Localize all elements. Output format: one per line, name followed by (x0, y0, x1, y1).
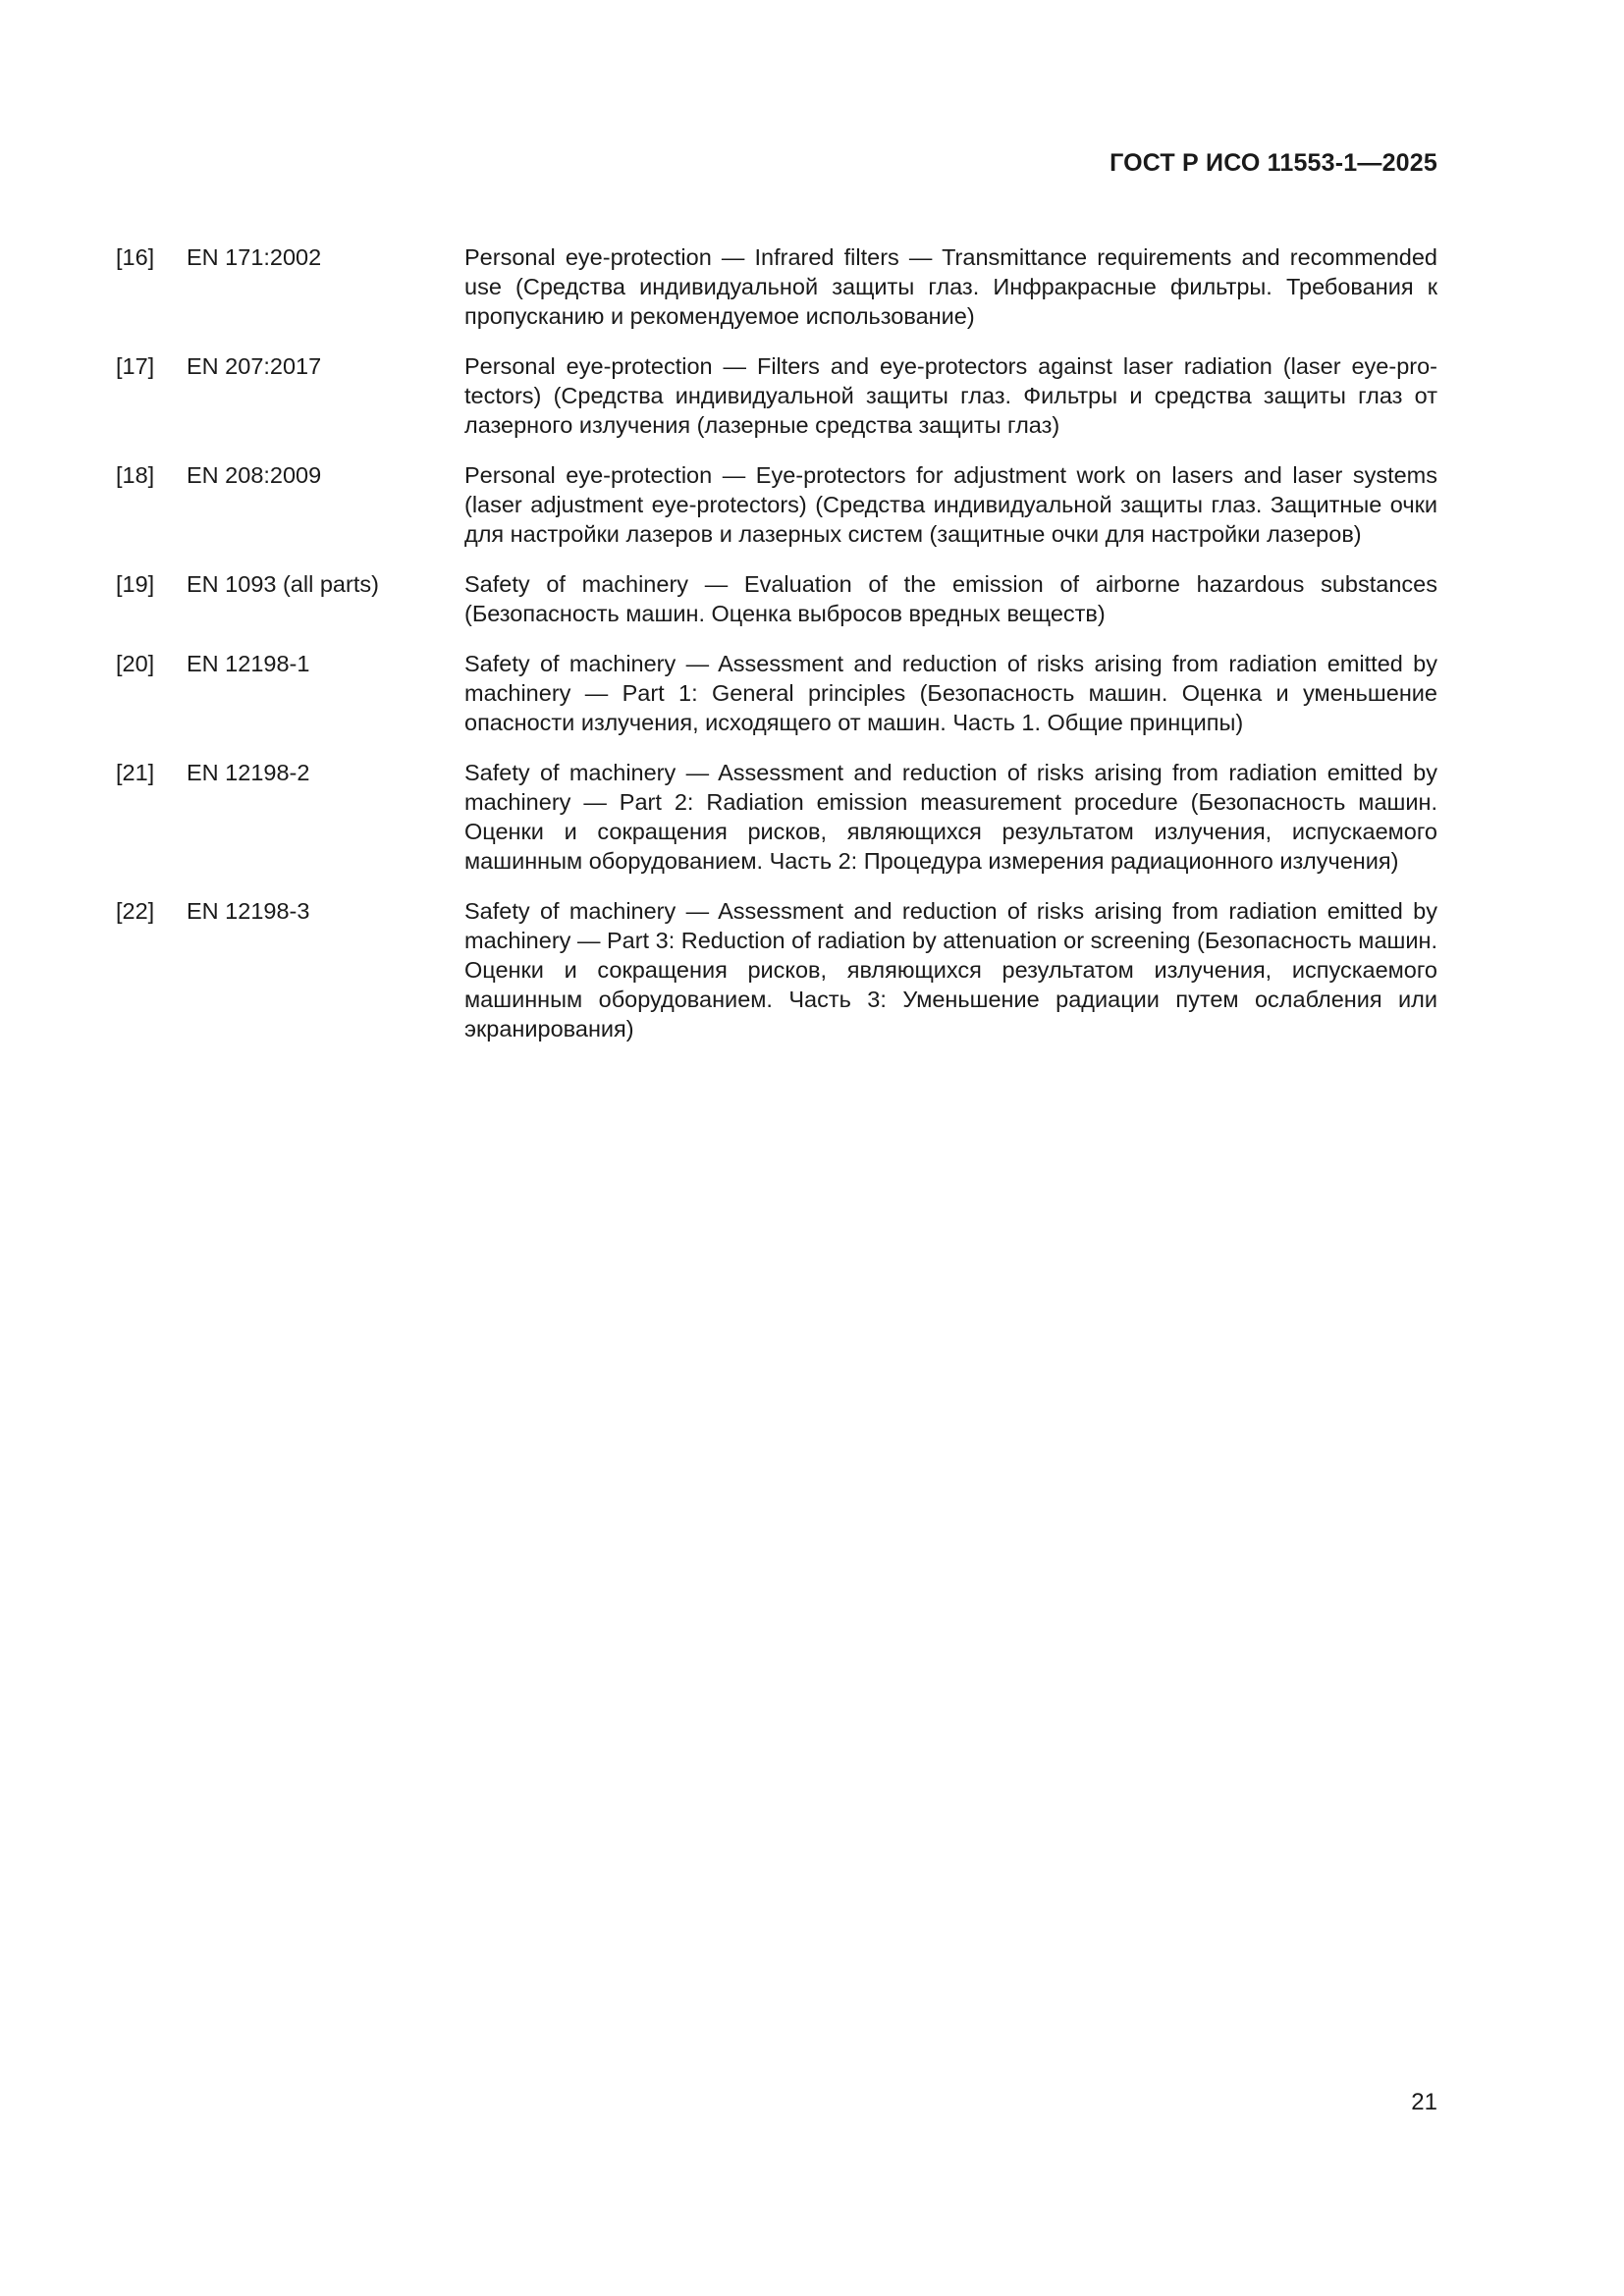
reference-title: Personal eye-protection — Filters and eye-protectors against laser radiation (laser eye-protectors) (Средства индивидуальной защиты глаз. Фильтры и средства защиты глаз от лазерного излучения (лазерные средства защиты глаз) (464, 353, 1437, 438)
bibliography-entry-16 (116, 242, 1437, 331)
bibliography-entry-17 (116, 351, 1437, 440)
reference-code: EN 12198-3 (187, 898, 310, 924)
reference-code: EN 12198-1 (187, 651, 310, 676)
reference-number: [17] (116, 353, 155, 379)
bibliography-entry-18 (116, 460, 1437, 549)
bibliography-list (116, 242, 1437, 1064)
reference-number: [16] (116, 244, 155, 270)
reference-code: EN 1093 (all parts) (187, 571, 379, 597)
reference-title: Safety of machinery — Assessment and reduction of risks arising from radiation emitted by machinery — Part 2: Radiation emission measurement procedure (Безопасность машин. Оценки и сокращения рисков, являющихся результатом излучения, испускаемого машинным оборудованием. Часть 2: Процедура измерения радиационного излучения) (464, 760, 1437, 874)
reference-code: EN 208:2009 (187, 462, 322, 488)
reference-number: [20] (116, 651, 155, 676)
reference-title: Safety of machinery — Assessment and reduction of risks arising from radiation emitted by machinery — Part 1: General principles (Безопасность машин. Оценка и уменьшение опасности излучения, исходящего от машин. Часть 1. Общие принципы) (464, 651, 1437, 735)
reference-number: [22] (116, 898, 155, 924)
reference-title: Safety of machinery — Evaluation of the emission of airborne hazardous substances (Безопасность машин. Оценка выбросов вредных веществ) (464, 571, 1437, 626)
reference-code: EN 171:2002 (187, 244, 322, 270)
reference-code: EN 12198-2 (187, 760, 310, 785)
reference-title: Personal eye-protection — Eye-protectors for adjustment work on lasers and laser systems (laser adjustment eye-protectors) (Средства индивидуальной защиты глаз. Защитные очки для настройки лазеров и лазерных систем (защитные очки для настройки лазеров) (464, 462, 1437, 547)
bibliography-entry-22 (116, 896, 1437, 1043)
reference-number: [18] (116, 462, 155, 488)
page-number: 21 (1411, 2089, 1437, 2115)
reference-number: [21] (116, 760, 155, 785)
bibliography-entry-20 (116, 649, 1437, 737)
bibliography-entry-21 (116, 758, 1437, 876)
reference-code: EN 207:2017 (187, 353, 322, 379)
reference-number: [19] (116, 571, 155, 597)
page-header-standard-id: ГОСТ Р ИСО 11553-1—2025 (1110, 149, 1437, 177)
reference-title: Safety of machinery — Assessment and reduction of risks arising from radiation emitted by machinery — Part 3: Reduction of radiation by attenuation or screening (Безопасность машин. Оценки и сокращения рисков, являющихся результатом излучения, испускаемого машинным оборудованием. Часть 3: Уменьшение радиации путем ослабления или экранирования) (464, 898, 1437, 1041)
reference-title: Personal eye-protection — Infrared filters — Transmittance requirements and recommended use (Средства индивидуальной защиты глаз. Инфракрасные фильтры. Требования к пропусканию и рекомендуемое использование) (464, 244, 1437, 329)
bibliography-entry-19 (116, 569, 1437, 628)
